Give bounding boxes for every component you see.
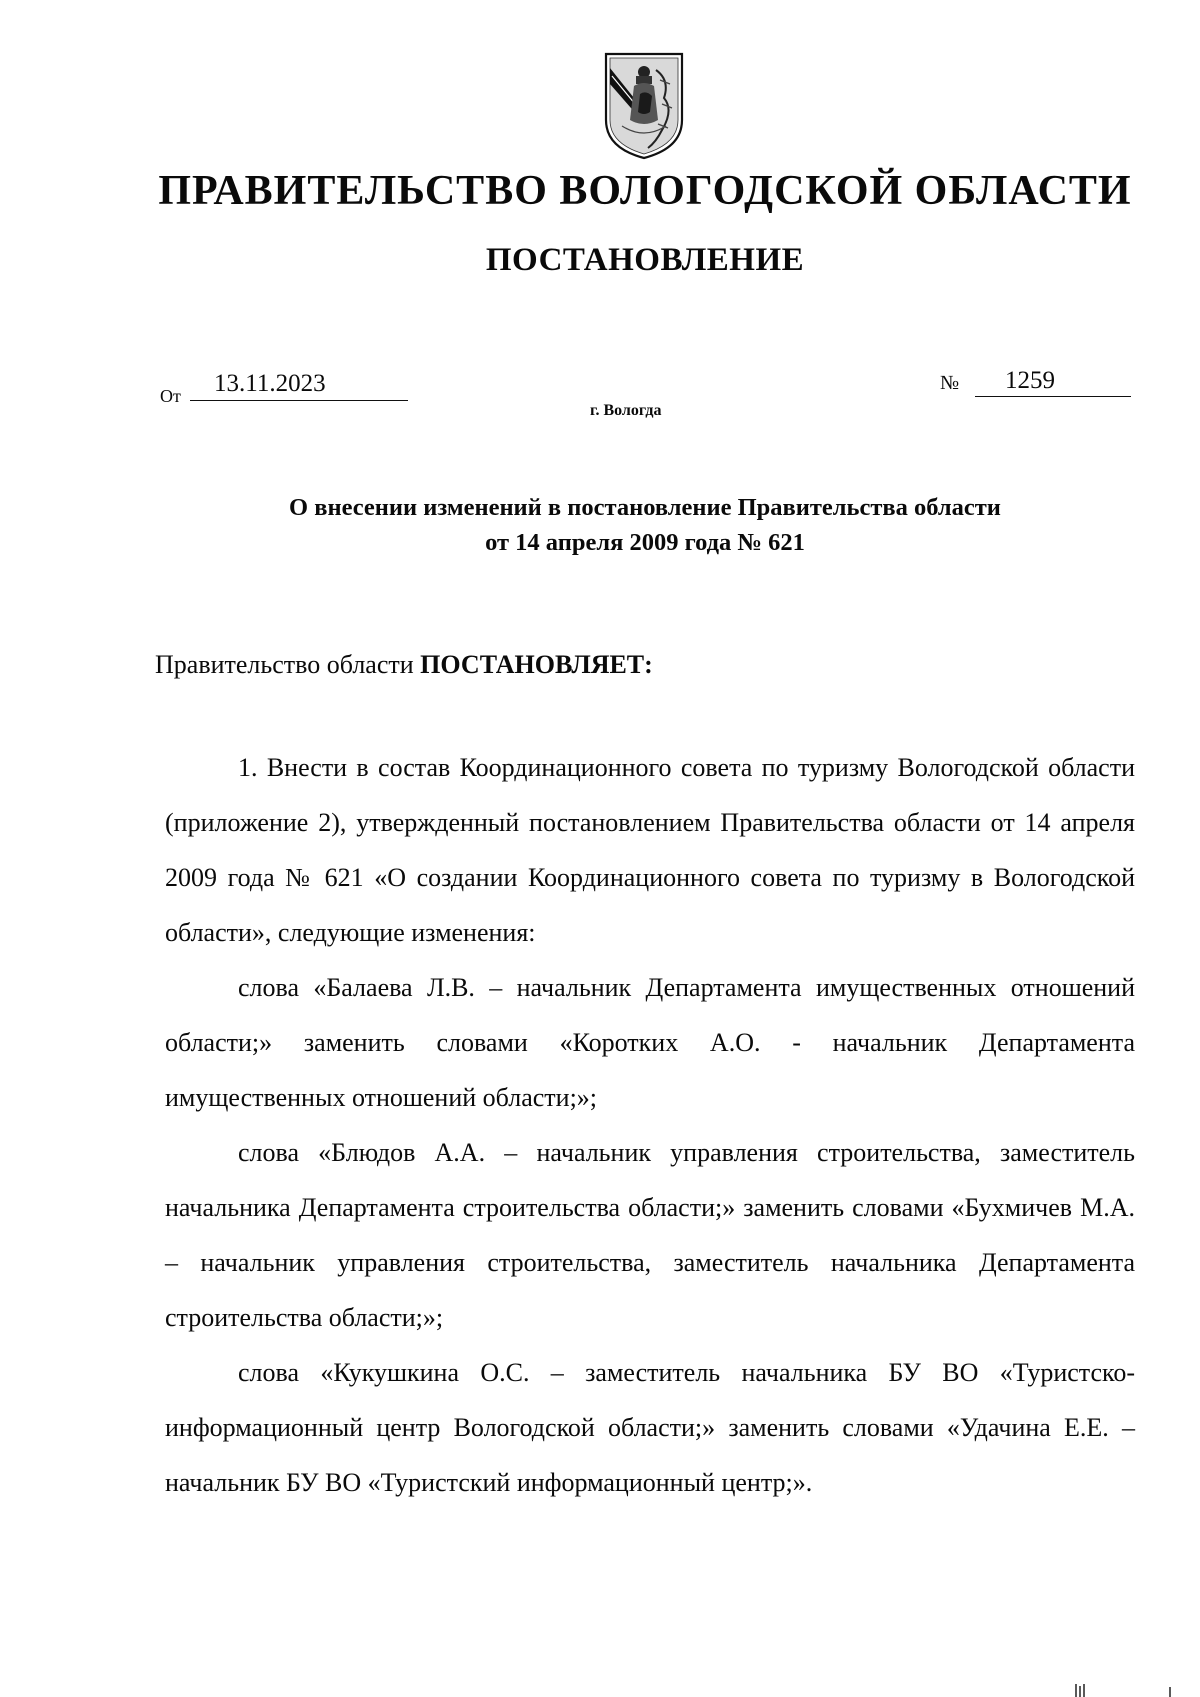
number-label: № xyxy=(940,372,960,394)
document-subject xyxy=(200,490,1090,560)
paragraph-change-2: слова «Блюдов А.А. – начальник управления строительства, заместитель начальника Департамента строительства области;» заменить словами «Бухмичев М.А. – начальник управления строительства, заместитель начальника Департамента строительства области;»; xyxy=(165,1138,1135,1332)
preamble-text: Правительство области xyxy=(155,650,421,679)
paragraph-change-3: слова «Кукушкина О.С. – заместитель начальника БУ ВО «Туристско-информационный центр Вологодской области;» заменить словами «Удачина Е.Е. – начальник БУ ВО «Туристский информационный центр;». xyxy=(165,1358,1135,1497)
organization-title: ПРАВИТЕЛЬСТВО ВОЛОГОДСКОЙ ОБЛАСТИ xyxy=(158,168,1132,214)
subject-line-2: от 14 апреля 2009 года № 621 xyxy=(485,529,805,556)
date-label: От xyxy=(160,386,181,406)
scan-marks xyxy=(1070,1684,1180,1697)
city: г. Вологда xyxy=(590,402,662,419)
vologda-coat-of-arms-icon xyxy=(600,50,688,162)
paragraph-change-1: слова «Балаева Л.В. – начальник Департамента имущественных отношений области;» заменить словами «Коротких А.О. - начальник Департамента имущественных отношений области;»; xyxy=(165,973,1135,1112)
preamble xyxy=(155,648,653,682)
paragraph-item-1: 1. Внести в состав Координационного совета по туризму Вологодской области (приложение 2), утвержденный постановлением Правительства области от 14 апреля 2009 года № 621 «О создании Координационного совета по туризму в Вологодской области», следующие изменения: xyxy=(165,753,1135,947)
subject-line-1: О внесении изменений в постановление Правительства области xyxy=(289,494,1001,521)
number-field xyxy=(975,366,1131,397)
number-value: 1259 xyxy=(1005,367,1055,394)
document-body xyxy=(165,740,1135,1510)
date-value: 13.11.2023 xyxy=(214,370,326,397)
preamble-emphasis: ПОСТАНОВЛЯЕТ: xyxy=(420,650,653,679)
document-type: ПОСТАНОВЛЕНИЕ xyxy=(485,242,805,278)
date-field xyxy=(190,368,408,401)
